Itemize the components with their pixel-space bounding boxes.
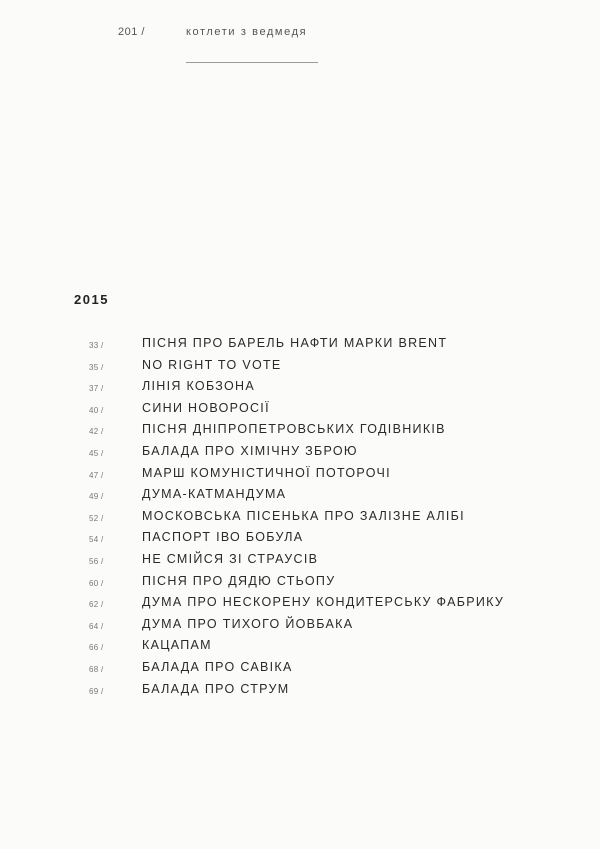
toc-entry bbox=[0, 334, 600, 356]
toc-title: ПІСНЯ ПРО БАРЕЛЬ НАФТИ МАРКИ BRENT bbox=[142, 336, 448, 350]
page-number: 201 / bbox=[118, 26, 145, 38]
toc-page-number: 52 / bbox=[89, 513, 104, 523]
toc-title: БАЛАДА ПРО САВІКА bbox=[142, 659, 293, 674]
toc-title: СИНИ НОВОРОСІЇ bbox=[142, 400, 270, 415]
toc-entry bbox=[0, 356, 600, 378]
toc-title: ЛІНІЯ КОБЗОНА bbox=[142, 379, 255, 394]
toc-title: БАЛАДА ПРО СТРУМ bbox=[142, 681, 290, 696]
table-of-contents bbox=[0, 334, 600, 701]
toc-entry bbox=[0, 680, 600, 702]
toc-title: МОСКОВСЬКА ПІСЕНЬКА ПРО ЗАЛІЗНЕ АЛІБІ bbox=[142, 508, 465, 523]
toc-page-number: 69 / bbox=[89, 686, 104, 696]
page-header bbox=[0, 26, 600, 46]
toc-page-number: 62 / bbox=[89, 600, 104, 610]
toc-title: БАЛАДА ПРО ХІМІЧНУ ЗБРОЮ bbox=[142, 443, 358, 458]
toc-page-number: 37 / bbox=[89, 384, 104, 394]
toc-page-number: 45 / bbox=[89, 448, 104, 458]
toc-page-number: 42 / bbox=[89, 427, 104, 437]
toc-entry bbox=[0, 485, 600, 507]
toc-entry bbox=[0, 636, 600, 658]
header-rule bbox=[186, 62, 318, 63]
toc-page-number: 66 / bbox=[89, 643, 104, 653]
toc-entry bbox=[0, 464, 600, 486]
toc-page-number: 35 / bbox=[89, 362, 104, 372]
toc-title: КАЦАПАМ bbox=[142, 638, 212, 653]
toc-page-number: 60 / bbox=[89, 578, 104, 588]
toc-entry bbox=[0, 658, 600, 680]
toc-title: ПАСПОРТ ІВО БОБУЛА bbox=[142, 530, 304, 545]
toc-entry bbox=[0, 399, 600, 421]
toc-page-number: 56 / bbox=[89, 556, 104, 566]
toc-entry bbox=[0, 507, 600, 529]
toc-page-number: 64 / bbox=[89, 621, 104, 631]
toc-title: ДУМА-КАТМАНДУМА bbox=[142, 487, 287, 502]
toc-entry bbox=[0, 572, 600, 594]
running-title: котлети з ведмедя bbox=[186, 26, 308, 38]
toc-title: ПІСНЯ ПРО ДЯДЮ СТЬОПУ bbox=[142, 573, 336, 588]
toc-title: NO RIGHT TO VOTE bbox=[142, 357, 282, 372]
toc-entry bbox=[0, 377, 600, 399]
toc-page-number: 33 / bbox=[89, 341, 104, 350]
toc-page-number: 49 / bbox=[89, 492, 104, 502]
toc-title: ПІСНЯ ДНІПРОПЕТРОВСЬКИХ ГОДІВНИКІВ bbox=[142, 422, 446, 437]
toc-entry bbox=[0, 420, 600, 442]
toc-page-number: 47 / bbox=[89, 470, 104, 480]
toc-title: НЕ СМІЙСЯ ЗІ СТРАУСІВ bbox=[142, 551, 319, 566]
toc-entry bbox=[0, 593, 600, 615]
toc-entry bbox=[0, 615, 600, 637]
toc-page-number: 40 / bbox=[89, 405, 104, 415]
toc-entry bbox=[0, 550, 600, 572]
toc-title: МАРШ КОМУНІСТИЧНОЇ ПОТОРОЧІ bbox=[142, 465, 391, 480]
toc-page-number: 68 / bbox=[89, 664, 104, 674]
section-year-heading: 2015 bbox=[74, 292, 109, 307]
toc-page-number: 54 / bbox=[89, 535, 104, 545]
toc-title: ДУМА ПРО НЕСКОРЕНУ КОНДИТЕРСЬКУ ФАБРИКУ bbox=[142, 595, 505, 610]
toc-entry bbox=[0, 528, 600, 550]
toc-entry bbox=[0, 442, 600, 464]
toc-title: ДУМА ПРО ТИХОГО ЙОВБАКА bbox=[142, 616, 354, 631]
